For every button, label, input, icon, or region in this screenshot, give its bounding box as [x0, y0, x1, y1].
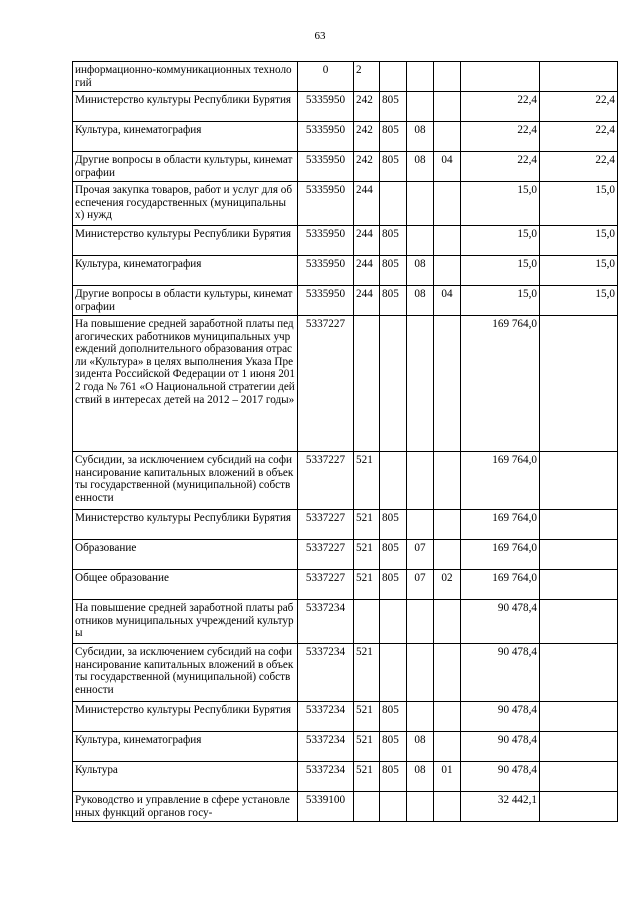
row-expense-type: 521	[354, 510, 380, 540]
row-amount-2	[540, 600, 618, 644]
row-name: Прочая закупка товаров, работ и услуг для обеспечения государственных (муниципальных) нужд	[73, 182, 298, 226]
row-ministry-code: 805	[380, 732, 407, 762]
row-section: 08	[407, 286, 434, 316]
row-amount-1: 15,0	[461, 226, 540, 256]
row-amount-2: 15,0	[540, 226, 618, 256]
table-row	[73, 226, 618, 256]
row-section	[407, 182, 434, 226]
row-subsection: 04	[434, 286, 461, 316]
table-row	[73, 152, 618, 182]
table-row	[73, 792, 618, 822]
row-section: 08	[407, 122, 434, 152]
row-amount-1: 22,4	[461, 152, 540, 182]
row-code: 5337227	[298, 540, 354, 570]
row-section	[407, 452, 434, 510]
row-expense-type: 244	[354, 286, 380, 316]
row-expense-type: 244	[354, 182, 380, 226]
row-expense-type: 521	[354, 702, 380, 732]
row-subsection: 01	[434, 762, 461, 792]
row-section: 08	[407, 762, 434, 792]
row-amount-1: 169 764,0	[461, 510, 540, 540]
row-code: 5339100	[298, 792, 354, 822]
row-amount-1: 22,4	[461, 92, 540, 122]
row-name: Культура, кинематография	[73, 122, 298, 152]
row-subsection: 02	[434, 570, 461, 600]
row-expense-type: 521	[354, 452, 380, 510]
row-expense-type: 2	[354, 62, 380, 92]
table-row	[73, 316, 618, 452]
row-ministry-code: 805	[380, 762, 407, 792]
row-amount-2: 15,0	[540, 286, 618, 316]
row-section	[407, 92, 434, 122]
table-row	[73, 600, 618, 644]
row-section	[407, 316, 434, 452]
table-row	[73, 762, 618, 792]
row-ministry-code: 805	[380, 256, 407, 286]
row-subsection	[434, 600, 461, 644]
row-amount-2: 15,0	[540, 182, 618, 226]
row-subsection	[434, 92, 461, 122]
row-ministry-code	[380, 792, 407, 822]
row-ministry-code	[380, 316, 407, 452]
row-amount-2	[540, 644, 618, 702]
row-subsection	[434, 702, 461, 732]
row-amount-1: 90 478,4	[461, 762, 540, 792]
row-expense-type: 521	[354, 570, 380, 600]
row-code: 5335950	[298, 226, 354, 256]
row-ministry-code	[380, 452, 407, 510]
row-section: 07	[407, 540, 434, 570]
row-amount-2: 22,4	[540, 122, 618, 152]
row-amount-1: 15,0	[461, 256, 540, 286]
row-name: Субсидии, за исключением субсидий на софинансирование капитальных вложений в объекты государственной (муниципальной) собственности	[73, 452, 298, 510]
row-name: Культура, кинематография	[73, 256, 298, 286]
row-amount-1: 90 478,4	[461, 702, 540, 732]
row-name: Культура	[73, 762, 298, 792]
row-expense-type: 242	[354, 92, 380, 122]
row-subsection	[434, 792, 461, 822]
row-name: На повышение средней заработной платы работников муниципальных учреждений культуры	[73, 600, 298, 644]
row-amount-2	[540, 316, 618, 452]
row-section: 07	[407, 570, 434, 600]
row-amount-2: 15,0	[540, 256, 618, 286]
row-subsection	[434, 226, 461, 256]
row-name: информационно-коммуникационных технологий	[73, 62, 298, 92]
row-amount-2: 22,4	[540, 152, 618, 182]
row-code: 5335950	[298, 122, 354, 152]
row-subsection	[434, 452, 461, 510]
row-amount-1: 90 478,4	[461, 600, 540, 644]
row-code: 5335950	[298, 182, 354, 226]
row-name: Субсидии, за исключением субсидий на софинансирование капитальных вложений в объекты государственной (муниципальной) собственности	[73, 644, 298, 702]
table-row	[73, 702, 618, 732]
row-subsection	[434, 510, 461, 540]
row-code: 5337227	[298, 316, 354, 452]
row-subsection	[434, 732, 461, 762]
row-amount-2	[540, 62, 618, 92]
row-section: 08	[407, 256, 434, 286]
row-expense-type	[354, 600, 380, 644]
row-section: 08	[407, 152, 434, 182]
row-name: Министерство культуры Республики Бурятия	[73, 702, 298, 732]
table-row	[73, 256, 618, 286]
table-row	[73, 182, 618, 226]
row-expense-type: 242	[354, 122, 380, 152]
row-subsection	[434, 644, 461, 702]
row-amount-1: 15,0	[461, 182, 540, 226]
row-expense-type: 244	[354, 226, 380, 256]
table-row	[73, 452, 618, 510]
row-expense-type	[354, 792, 380, 822]
row-amount-1: 90 478,4	[461, 644, 540, 702]
row-subsection: 04	[434, 152, 461, 182]
row-ministry-code: 805	[380, 286, 407, 316]
row-ministry-code: 805	[380, 570, 407, 600]
row-expense-type: 521	[354, 732, 380, 762]
row-section	[407, 62, 434, 92]
row-amount-2	[540, 570, 618, 600]
row-subsection	[434, 182, 461, 226]
row-name: Министерство культуры Республики Бурятия	[73, 226, 298, 256]
row-ministry-code: 805	[380, 540, 407, 570]
row-subsection	[434, 122, 461, 152]
page-number: 63	[314, 30, 326, 42]
budget-table-body	[73, 62, 618, 822]
table-row	[73, 732, 618, 762]
row-amount-2	[540, 540, 618, 570]
row-ministry-code: 805	[380, 510, 407, 540]
table-row	[73, 644, 618, 702]
row-amount-1: 90 478,4	[461, 732, 540, 762]
row-ministry-code: 805	[380, 92, 407, 122]
row-amount-1: 32 442,1	[461, 792, 540, 822]
row-amount-2: 22,4	[540, 92, 618, 122]
row-amount-1: 169 764,0	[461, 316, 540, 452]
table-row	[73, 92, 618, 122]
row-amount-2	[540, 702, 618, 732]
row-section	[407, 792, 434, 822]
budget-table	[72, 61, 618, 822]
row-ministry-code	[380, 600, 407, 644]
row-code: 5335950	[298, 152, 354, 182]
row-amount-1: 15,0	[461, 286, 540, 316]
row-expense-type: 521	[354, 540, 380, 570]
row-amount-2	[540, 792, 618, 822]
row-code: 5337227	[298, 510, 354, 540]
row-expense-type: 521	[354, 762, 380, 792]
row-expense-type: 242	[354, 152, 380, 182]
row-code: 5337234	[298, 600, 354, 644]
row-code: 5337234	[298, 762, 354, 792]
row-code: 5335950	[298, 256, 354, 286]
row-code: 0	[298, 62, 354, 92]
row-section	[407, 510, 434, 540]
table-row	[73, 286, 618, 316]
row-ministry-code	[380, 182, 407, 226]
row-code: 5337227	[298, 452, 354, 510]
table-row	[73, 540, 618, 570]
row-amount-2	[540, 452, 618, 510]
row-ministry-code	[380, 62, 407, 92]
table-row	[73, 510, 618, 540]
row-ministry-code	[380, 644, 407, 702]
table-row	[73, 570, 618, 600]
table-row	[73, 62, 618, 92]
row-amount-1: 22,4	[461, 122, 540, 152]
row-name: На повышение средней заработной платы педагогических работников муниципальных учреждений дополнительного образования отрасли «Культура» в целях выполнения Указа Президента Российской Федерации от 1 июня 2012 года № 761 «О Национальной стратегии действий в интересах детей на 2012 – 2017 годы»	[73, 316, 298, 452]
row-expense-type: 244	[354, 256, 380, 286]
row-name: Общее образование	[73, 570, 298, 600]
row-subsection	[434, 62, 461, 92]
row-name: Другие вопросы в области культуры, кинематографии	[73, 286, 298, 316]
row-ministry-code: 805	[380, 122, 407, 152]
row-amount-2	[540, 510, 618, 540]
row-amount-1: 169 764,0	[461, 540, 540, 570]
row-amount-1: 169 764,0	[461, 570, 540, 600]
row-amount-1: 169 764,0	[461, 452, 540, 510]
row-code: 5337234	[298, 702, 354, 732]
row-code: 5335950	[298, 92, 354, 122]
row-expense-type: 521	[354, 644, 380, 702]
row-name: Министерство культуры Республики Бурятия	[73, 510, 298, 540]
row-subsection	[434, 316, 461, 452]
row-name: Культура, кинематография	[73, 732, 298, 762]
row-code: 5337234	[298, 644, 354, 702]
row-ministry-code: 805	[380, 226, 407, 256]
row-name: Образование	[73, 540, 298, 570]
row-name: Другие вопросы в области культуры, кинематографии	[73, 152, 298, 182]
row-expense-type	[354, 316, 380, 452]
row-subsection	[434, 256, 461, 286]
row-section	[407, 600, 434, 644]
row-section: 08	[407, 732, 434, 762]
row-code: 5337227	[298, 570, 354, 600]
row-name: Министерство культуры Республики Бурятия	[73, 92, 298, 122]
row-code: 5335950	[298, 286, 354, 316]
row-section	[407, 226, 434, 256]
row-section	[407, 644, 434, 702]
row-ministry-code: 805	[380, 152, 407, 182]
row-amount-2	[540, 762, 618, 792]
row-amount-2	[540, 732, 618, 762]
row-name: Руководство и управление в сфере установленных функций органов госу-	[73, 792, 298, 822]
row-amount-1	[461, 62, 540, 92]
row-code: 5337234	[298, 732, 354, 762]
row-subsection	[434, 540, 461, 570]
row-ministry-code: 805	[380, 702, 407, 732]
table-row	[73, 122, 618, 152]
row-section	[407, 702, 434, 732]
